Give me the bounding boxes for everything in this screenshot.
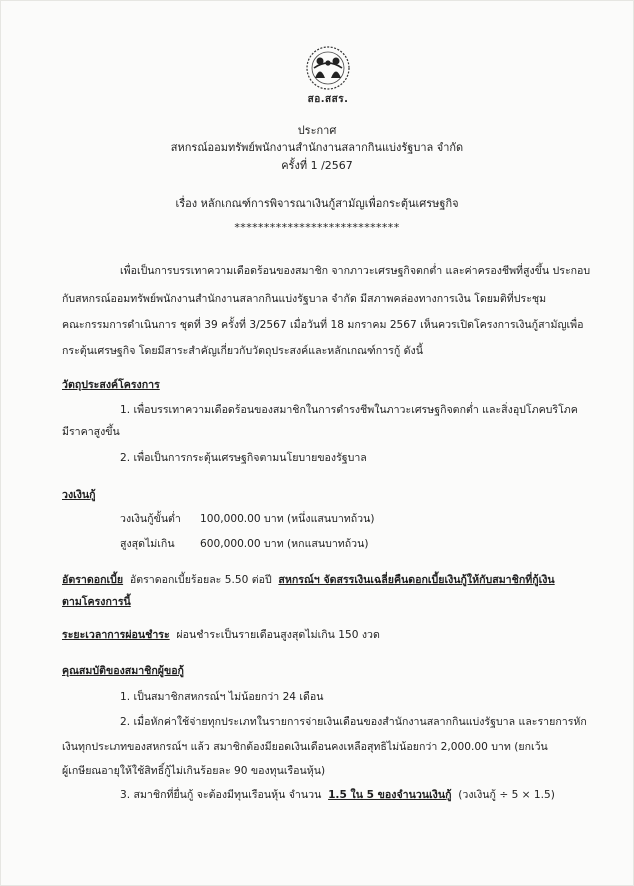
objective-1-line-2: มีราคาสูงขึ้น — [62, 426, 120, 438]
qualification-3-ratio: 1.5 ใน 5 ของจำนวนเงินกู้ — [328, 789, 452, 801]
min-limit-value: 100,000.00 บาท (หนึ่งแสนบาทถ้วน) — [200, 513, 375, 525]
repayment-text: ผ่อนชำระเป็นรายเดือนสูงสุดไม่เกิน 150 งวด — [176, 629, 380, 641]
intro-line-4: กระตุ้นเศรษฐกิจ โดยมีสาระสำคัญเกี่ยวกับวัตถุประสงค์และหลักเกณฑ์การกู้ ดังนี้ — [62, 345, 423, 357]
repayment-line — [62, 628, 380, 642]
intro-line-3: คณะกรรมการดำเนินการ ชุดที่ 39 ครั้งที่ 3/2567 เมื่อวันที่ 18 มกราคม 2567 เห็นควรเปิดโครงการเงินกู้สามัญเพื่อ — [62, 319, 584, 331]
qualification-heading: คุณสมบัติของสมาชิกผู้ขอกู้ — [62, 665, 184, 677]
organization-name: สหกรณ์ออมทรัพย์พนักงานสำนักงานสลากกินแบ่งรัฐบาล จำกัด — [170, 141, 464, 154]
qualification-3-text: 3. สมาชิกที่ยื่นกู้ จะต้องมีทุนเรือนหุ้น จำนวน — [120, 789, 322, 801]
max-limit-value: 600,000.00 บาท (หกแสนบาทถ้วน) — [200, 538, 369, 550]
objective-2: 2. เพื่อเป็นการกระตุ้นเศรษฐกิจตามนโยบายของรัฐบาล — [120, 452, 367, 464]
separator-stars: **************************** — [234, 221, 400, 234]
interest-rebate-text-cont: ตามโครงการนี้ — [62, 596, 131, 608]
qualification-2-line-2: เงินทุกประเภทของสหกรณ์ฯ แล้ว สมาชิกต้องมียอดเงินเดือนคงเหลือสุทธิไม่น้อยกว่า 2,000.00 บาท (ยกเว้น — [62, 741, 548, 753]
repayment-heading: ระยะเวลาการผ่อนชำระ — [62, 629, 170, 641]
interest-rate-text: อัตราดอกเบี้ยร้อยละ 5.50 ต่อปี — [129, 574, 272, 586]
interest-heading: อัตราดอกเบี้ย — [62, 574, 124, 586]
qualification-3 — [120, 788, 555, 802]
objectives-heading: วัตถุประสงค์โครงการ — [62, 379, 160, 391]
max-limit-label: สูงสุดไม่เกิน — [120, 538, 175, 550]
intro-line-1: เพื่อเป็นการบรรเทาความเดือดร้อนของสมาชิก จากภาวะเศรษฐกิจตกต่ำ และค่าครองชีพที่สูงขึ้น ประกอบ — [120, 265, 591, 277]
interest-line-1 — [62, 573, 555, 587]
qualification-3-formula: (วงเงินกู้ ÷ 5 × 1.5) — [458, 789, 555, 801]
qualification-2-line-3: ผู้เกษียณอายุให้ใช้สิทธิ์กู้ไม่เกินร้อยละ 90 ของทุนเรือนหุ้น) — [62, 765, 326, 777]
announcement-title: ประกาศ — [297, 124, 337, 137]
qualification-2-line-1: 2. เมื่อหักค่าใช้จ่ายทุกประเภทในรายการจ่ายเงินเดือนของสำนักงานสลากกินแบ่งรัฐบาล และรายการหัก — [120, 716, 587, 728]
logo-text: สอ.สสร. — [307, 94, 349, 105]
intro-line-2: กับสหกรณ์ออมทรัพย์พนักงานสำนักงานสลากกินแบ่งรัฐบาล จำกัด มีสภาพคล่องทางการเงิน โดยมติที่ประชุม — [62, 293, 547, 305]
subject-line: เรื่อง หลักเกณฑ์การพิจารณาเงินกู้สามัญเพื่อกระตุ้นเศรษฐกิจ — [175, 197, 459, 210]
qualification-1: 1. เป็นสมาชิกสหกรณ์ฯ ไม่น้อยกว่า 24 เดือน — [120, 691, 324, 703]
announcement-number: ครั้งที่ 1 /2567 — [281, 159, 353, 172]
interest-rebate-text: สหกรณ์ฯ จัดสรรเงินเฉลี่ยคืนดอกเบี้ยเงินกู้ให้กับสมาชิกที่กู้เงิน — [278, 574, 555, 586]
min-limit-label: วงเงินกู้ขั้นต่ำ — [120, 513, 181, 525]
loan-limit-heading: วงเงินกู้ — [62, 489, 96, 501]
objective-1-line-1: 1. เพื่อบรรเทาความเดือดร้อนของสมาชิกในการดำรงชีพในภาวะเศรษฐกิจตกต่ำ และสิ่งอุปโภคบริโภค — [120, 404, 578, 416]
